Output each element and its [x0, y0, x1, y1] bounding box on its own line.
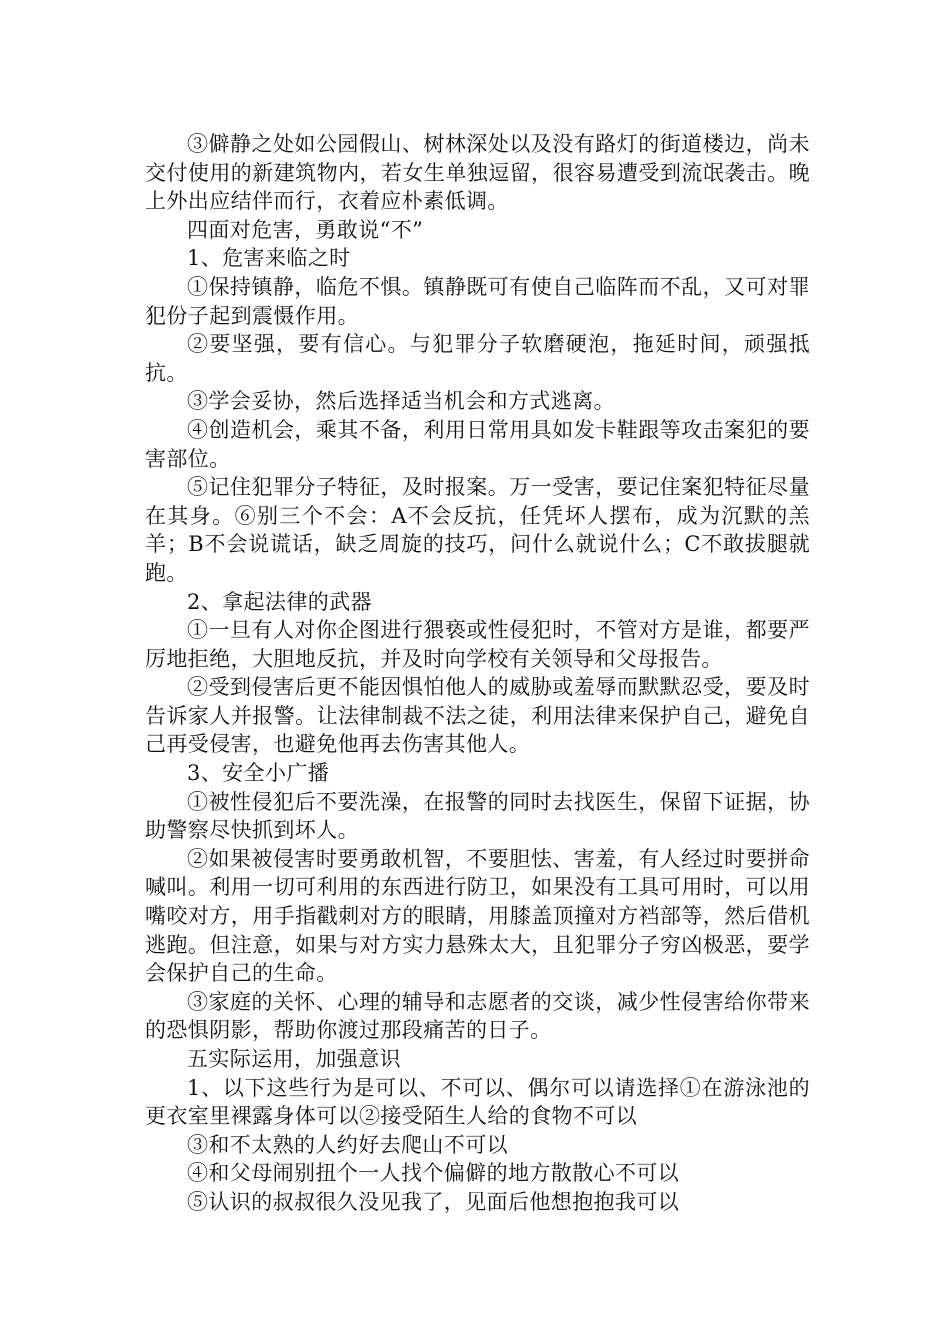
paragraph-secluded-places: ③僻静之处如公园假山、树林深处以及没有路灯的街道楼边，尚未交付使用的新建筑物内，若女生单独逗留，很容易遭受到流氓袭击。晚上外出应结伴而行，衣着应朴素低调。	[145, 132, 810, 214]
paragraph-choose-behaviors: 1、以下这些行为是可以、不可以、偶尔可以请选择①在游泳池的更衣室里裸露身体可以②接受陌生人给的食物不可以	[145, 1075, 810, 1129]
section-heading-four: 四面对危害，勇敢说“不”	[187, 217, 424, 242]
subheading-danger-arrives: 1、危害来临之时	[187, 246, 351, 271]
paragraph-remember-features: ⑤记住犯罪分子特征，及时报案。万一受害，要记住案犯特征尽量在其身。⑥别三个不会：A不会反抗，任凭坏人摆布，成为沉默的羔羊；B不会说谎话，缺乏周旋的技巧，问什么就说什么；C不敢拔腿就跑。	[145, 475, 810, 585]
paragraph-stay-calm: ①保持镇静，临危不惧。镇静既可有使自己临阵而不乱，又可对罪犯份子起到震慑作用。	[145, 274, 810, 328]
paragraph-item-secluded: ④和父母闹别扭个一人找个偏僻的地方散散心不可以	[187, 1161, 680, 1186]
paragraph-keep-evidence: ①被性侵犯后不要洗澡，在报警的同时去找医生，保留下证据，协助警察尽快抓到坏人。	[145, 789, 810, 843]
subheading-legal-weapon: 2、拿起法律的武器	[187, 589, 372, 614]
paragraph-report-police: ②受到侵害后更不能因惧怕他人的威胁或羞辱而默默忍受，要及时告诉家人并报警。让法律制裁不法之徒，利用法律来保护自己，避免自己再受侵害，也避免他再去伤害其他人。	[145, 675, 810, 757]
paragraph-item-hiking: ③和不太熟的人约好去爬山不可以	[187, 1132, 508, 1157]
paragraph-item-hug: ⑤认识的叔叔很久没见我了，见面后他想抱抱我可以	[187, 1189, 680, 1214]
paragraph-be-strong: ②要坚强，要有信心。与犯罪分子软磨硬泡，拖延时间，顽强抵抗。	[145, 332, 810, 385]
paragraph-refuse-firmly: ①一旦有人对你企图进行猥亵或性侵犯时，不管对方是谁，都要严厉地拒绝，大胆地反抗，并及时向学校有关领导和父母报告。	[145, 618, 810, 671]
document-body	[145, 130, 810, 1217]
paragraph-be-brave: ②如果被侵害时要勇敢机智，不要胆怯、害羞，有人经过时要拼命喊叫。利用一切可利用的东西进行防卫，如果没有工具可用时，可以用嘴咬对方，用手指戳刺对方的眼睛，用膝盖顶撞对方裆部等，然后借机逃跑。但注意，如果与对方实力悬殊太大，且犯罪分子穷凶极恶，要学会保护自己的生命。	[145, 846, 810, 986]
section-heading-five: 五实际运用，加强意识	[187, 1047, 401, 1071]
paragraph-create-opportunity: ④创造机会，乘其不备，利用日常用具如发卡鞋跟等攻击案犯的要害部位。	[145, 417, 810, 471]
paragraph-family-care: ③家庭的关怀、心理的辅导和志愿者的交谈，减少性侵害给你带来的恐惧阴影，帮助你渡过那段痛苦的日子。	[145, 989, 810, 1043]
paragraph-compromise: ③学会妥协，然后选择适当机会和方式逃离。	[187, 389, 615, 414]
subheading-safety-broadcast: 3、安全小广播	[187, 761, 330, 786]
